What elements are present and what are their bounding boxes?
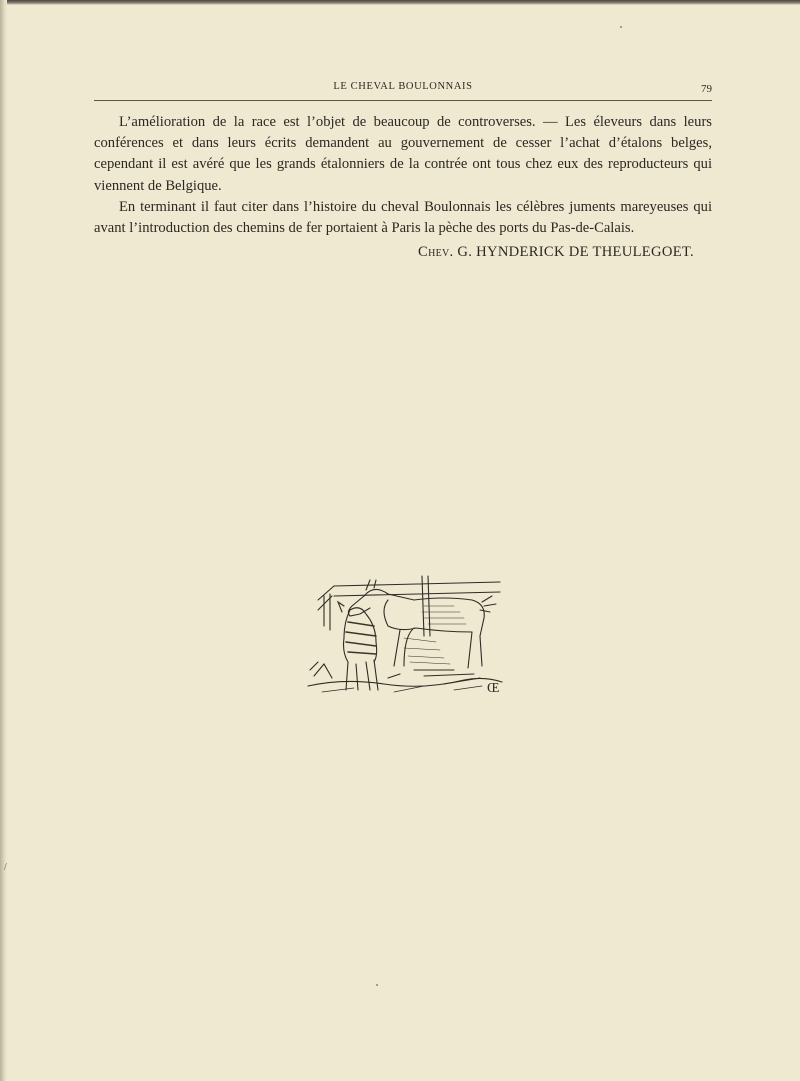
page-left-edge — [0, 0, 7, 1081]
paper-speck — [620, 26, 622, 28]
paragraph: En terminant il faut citer dans l’histoire du cheval Boulonnais les célèbres juments mareyeuses qui avant l’introduction des chemins de fer portaient à Paris la pèche des ports du Pas-de-Calais. — [94, 198, 712, 237]
body-text — [94, 112, 712, 239]
page-top-edge — [0, 0, 800, 5]
running-header — [94, 78, 712, 101]
artist-monogram: Œ — [487, 681, 500, 696]
paragraph: L’amélioration de la race est l’objet de beaucoup de controverses. — Les éleveurs dans leurs conférences et dans leurs écrits demandent au gouvernement de cesser l’achat d’étalons belges, cependant il est avéré que les grands étalonniers de la contrée ont tous chez eux des reproducteurs qui viennent de Belgique. — [94, 114, 712, 194]
signature-name: G. HYNDERICK DE THEULEGOET. — [457, 244, 694, 260]
margin-mark: / — [4, 862, 7, 873]
paper-speck — [376, 984, 378, 986]
mare-and-foal-vignette — [304, 566, 504, 696]
running-head-title: LE CHEVAL BOULONNAIS — [333, 81, 473, 92]
signature-title: Chev. — [418, 244, 454, 260]
author-signature — [94, 244, 694, 261]
page-number: 79 — [701, 83, 712, 95]
horse-engraving-image — [304, 566, 504, 696]
